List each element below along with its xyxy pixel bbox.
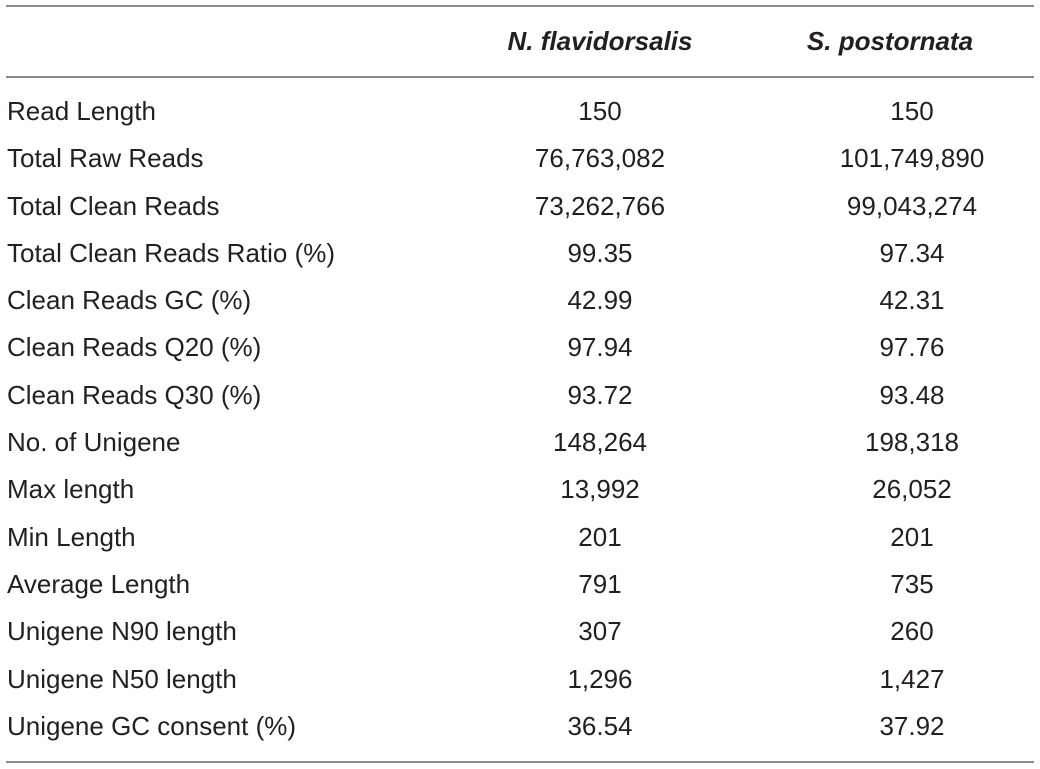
cell-s-postornata: 97.34 (879, 237, 945, 268)
table-body (0, 89, 1040, 751)
cell-n-flavidorsalis: 148,264 (553, 427, 647, 458)
cell-n-flavidorsalis: 307 (578, 616, 622, 647)
cell-s-postornata: 198,318 (865, 427, 959, 458)
cell-s-postornata: 93.48 (879, 379, 945, 410)
cell-n-flavidorsalis: 201 (578, 521, 622, 552)
row-label: Clean Reads Q30 (%) (7, 379, 262, 410)
row-label: Total Clean Reads Ratio (%) (7, 237, 336, 268)
table-row (0, 467, 1040, 514)
table-bottom-rule (6, 761, 1034, 763)
table-row (0, 89, 1040, 136)
row-label: Max length (7, 474, 135, 505)
cell-s-postornata: 260 (890, 616, 934, 647)
row-label: Unigene N50 length (7, 663, 237, 694)
table-row (0, 373, 1040, 420)
cell-n-flavidorsalis: 42.99 (567, 285, 633, 316)
cell-s-postornata: 37.92 (879, 710, 945, 741)
table-row (0, 184, 1040, 231)
table-row (0, 704, 1040, 751)
table-row (0, 231, 1040, 278)
cell-n-flavidorsalis: 93.72 (567, 379, 633, 410)
cell-s-postornata: 99,043,274 (846, 190, 978, 221)
row-label: Read Length (7, 96, 156, 126)
table-row (0, 420, 1040, 467)
cell-n-flavidorsalis: 150 (578, 96, 622, 126)
row-label: Unigene N90 length (7, 616, 237, 647)
row-label: Clean Reads GC (%) (7, 285, 252, 316)
cell-s-postornata: 42.31 (879, 285, 945, 316)
cell-n-flavidorsalis: 36.54 (567, 710, 633, 741)
table-top-rule (6, 5, 1034, 7)
table-row (0, 609, 1040, 656)
column-header-n-flavidorsalis: N. flavidorsalis (507, 26, 693, 56)
cell-n-flavidorsalis: 99.35 (567, 237, 633, 268)
table-row (0, 657, 1040, 704)
table-header-rule (6, 76, 1034, 78)
cell-s-postornata: 26,052 (872, 474, 952, 505)
column-header-s-postornata: S. postornata (806, 26, 974, 56)
cell-n-flavidorsalis: 76,763,082 (534, 143, 666, 174)
cell-s-postornata: 201 (890, 521, 934, 552)
table-row (0, 325, 1040, 372)
row-label: Total Clean Reads (7, 190, 220, 221)
table-row (0, 515, 1040, 562)
cell-s-postornata: 735 (890, 568, 934, 599)
cell-s-postornata: 101,749,890 (839, 143, 985, 174)
table-header-row (0, 21, 1040, 61)
table-row (0, 562, 1040, 609)
row-label: Total Raw Reads (7, 143, 204, 174)
cell-s-postornata: 150 (890, 96, 934, 126)
row-label: Average Length (7, 568, 191, 599)
row-label: Min Length (7, 521, 136, 552)
cell-n-flavidorsalis: 1,296 (567, 663, 633, 694)
table-row (0, 136, 1040, 183)
cell-n-flavidorsalis: 73,262,766 (534, 190, 666, 221)
table-row (0, 278, 1040, 325)
cell-n-flavidorsalis: 97.94 (567, 332, 633, 363)
row-label: Unigene GC consent (%) (7, 710, 297, 741)
cell-n-flavidorsalis: 13,992 (560, 474, 640, 505)
cell-n-flavidorsalis: 791 (578, 568, 622, 599)
row-label: No. of Unigene (7, 427, 181, 458)
cell-s-postornata: 1,427 (879, 663, 945, 694)
cell-s-postornata: 97.76 (879, 332, 945, 363)
row-label: Clean Reads Q20 (%) (7, 332, 262, 363)
